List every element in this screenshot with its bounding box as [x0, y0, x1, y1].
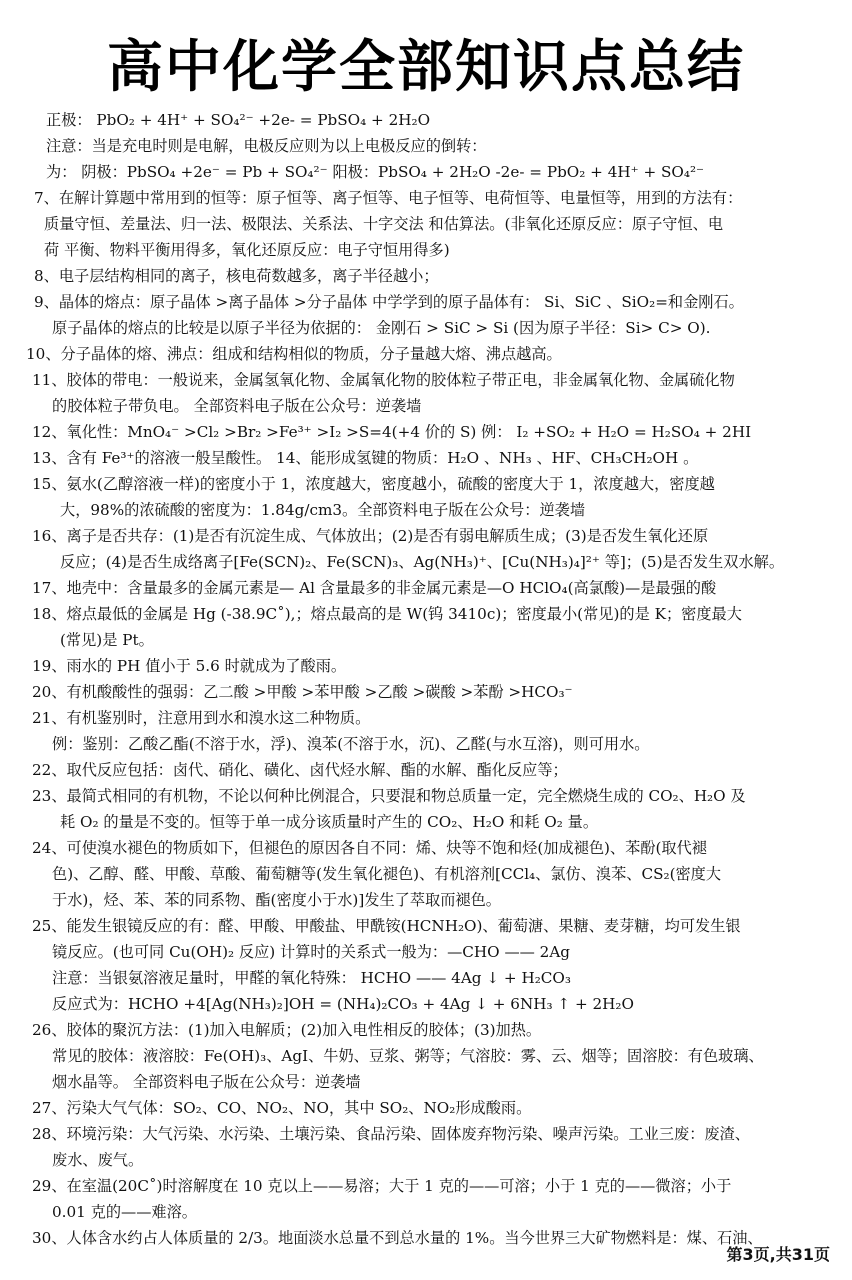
text-line: 注意：当银氨溶液足量时，甲醛的氧化特殊： HCHO —— 4Ag ↓ + H₂CO₃: [52, 969, 571, 987]
text-line: 13、含有 Fe³⁺的溶液一般呈酸性。 14、能形成氢键的物质：H₂O 、NH₃ 、HF、CH₃CH₂OH 。: [32, 449, 699, 467]
text-line: 18、熔点最低的金属是 Hg (-38.9C˚),；熔点最高的是 W(钨 3410c)；密度最小(常见)的是 K；密度最大: [32, 605, 742, 623]
text-line: 常见的胶体：液溶胶：Fe(OH)₃、AgI、牛奶、豆浆、粥等；气溶胶：雾、云、烟等；固溶胶：有色玻璃、: [52, 1047, 764, 1065]
text-line: (常见)是 Pt。: [60, 631, 154, 649]
text-line: 荷 平衡、物料平衡用得多，氧化还原反应：电子守恒用得多): [44, 241, 450, 259]
text-line: 7、在解计算题中常用到的恒等：原子恒等、离子恒等、电子恒等、电荷恒等、电量恒等，用到的方法有：: [34, 189, 743, 207]
page-number: 第3页,共31页: [726, 1245, 830, 1264]
text-line: 大，98%的浓硫酸的密度为：1.84g/cm3。全部资料电子版在公众号：逆袭墙: [60, 501, 586, 519]
text-line: 质量守恒、差量法、归一法、极限法、关系法、十字交法 和估算法。(非氧化还原反应：原子守恒、电: [44, 215, 724, 233]
text-line: 26、胶体的聚沉方法：(1)加入电解质；(2)加入电性相反的胶体；(3)加热。: [32, 1021, 542, 1039]
text-line: 8、电子层结构相同的离子，核电荷数越多，离子半径越小；: [34, 267, 439, 285]
text-line: 反应；(4)是否生成络离子[Fe(SCN)₂、Fe(SCN)₃、Ag(NH₃)⁺、[Cu(NH₃)₄]²⁺ 等]；(5)是否发生双水解。: [60, 553, 785, 571]
text-line: 17、地壳中：含量最多的金属元素是— Al 含量最多的非金属元素是—O HClO₄(高氯酸)—是最强的酸: [32, 579, 717, 597]
text-line: 耗 O₂ 的量是不变的。恒等于单一成分该质量时产生的 CO₂、H₂O 和耗 O₂ 量。: [60, 813, 599, 831]
text-line: 镜反应。(也可同 Cu(OH)₂ 反应) 计算时的关系式一般为：—CHO —— 2Ag: [52, 943, 571, 961]
text-line: 例：鉴别：乙酸乙酯(不溶于水，浮)、溴苯(不溶于水，沉)、乙醛(与水互溶)，则可用水。: [52, 735, 650, 753]
text-line: 21、有机鉴别时，注意用到水和溴水这二种物质。: [32, 709, 371, 727]
text-line: 24、可使溴水褪色的物质如下，但褪色的原因各自不同：烯、炔等不饱和烃(加成褪色)、苯酚(取代褪: [32, 839, 707, 857]
text-line: 20、有机酸酸性的强弱：乙二酸 >甲酸 >苯甲酸 >乙酸 >碳酸 >苯酚 >HCO₃⁻: [32, 683, 573, 701]
page-title: 高中化学全部知识点总结: [107, 35, 745, 100]
text-line: 25、能发生银镜反应的有：醛、甲酸、甲酸盐、甲酰铵(HCNH₂O)、葡萄溏、果糖、麦芽糖，均可发生银: [32, 917, 741, 935]
text-line: 烟水晶等。 全部资料电子版在公众号：逆袭墙: [52, 1073, 361, 1091]
text-line: 22、取代反应包括：卤代、硝化、磺化、卤代烃水解、酯的水解、酯化反应等；: [32, 761, 568, 779]
text-line: 16、离子是否共存：(1)是否有沉淀生成、气体放出；(2)是否有弱电解质生成；(3)是否发生氧化还原: [32, 527, 709, 545]
text-line: 为： 阴极：PbSO₄ +2e⁻ = Pb + SO₄²⁻ 阳极：PbSO₄ + 2H₂O -2e- = PbO₂ + 4H⁺ + SO₄²⁻: [46, 163, 705, 181]
text-line: 30、人体含水约占人体质量的 2/3。地面淡水总量不到总水量的 1%。当今世界三大矿物燃料是：煤、石油、: [32, 1229, 763, 1247]
text-line: 11、胶体的带电：一般说来，金属氢氧化物、金属氧化物的胶体粒子带正电，非金属氧化物、金属硫化物: [32, 371, 735, 389]
text-line: 9、晶体的熔点：原子晶体 >离子晶体 >分子晶体 中学学到的原子晶体有： Si、SiC 、SiO₂=和金刚石。: [34, 293, 744, 311]
text-line: 28、环境污染：大气污染、水污染、土壤污染、食品污染、固体废弃物污染、噪声污染。工业三废：废渣、: [32, 1125, 750, 1143]
text-line: 正极： PbO₂ + 4H⁺ + SO₄²⁻ +2e- = PbSO₄ + 2H₂O: [46, 111, 431, 129]
text-line: 的胶体粒子带负电。 全部资料电子版在公众号：逆袭墙: [52, 397, 422, 415]
text-line: 19、雨水的 PH 值小于 5.6 时就成为了酸雨。: [32, 657, 347, 675]
text-line: 23、最简式相同的有机物，不论以何种比例混合，只要混和物总质量一定，完全燃烧生成的 CO₂、H₂O 及: [32, 787, 746, 805]
text-line: 29、在室温(20C˚)时溶解度在 10 克以上——易溶；大于 1 克的——可溶；小于 1 克的——微溶；小于: [32, 1177, 732, 1195]
text-line: 于水)，烃、苯、苯的同系物、酯(密度小于水)]发生了萃取而褪色。: [52, 891, 501, 909]
text-line: 10、分子晶体的熔、沸点：组成和结构相似的物质，分子量越大熔、沸点越高。: [26, 345, 562, 363]
text-line: 27、污染大气气体：SO₂、CO、NO₂、NO，其中 SO₂、NO₂形成酸雨。: [32, 1099, 532, 1117]
text-line: 反应式为：HCHO +4[Ag(NH₃)₂]OH = (NH₄)₂CO₃ + 4Ag ↓ + 6NH₃ ↑ + 2H₂O: [52, 995, 634, 1013]
text-line: 15、氨水(乙醇溶液一样)的密度小于 1，浓度越大，密度越小，硫酸的密度大于 1，浓度越大，密度越: [32, 475, 715, 493]
text-line: 注意：当是充电时则是电解，电极反应则为以上电极反应的倒转：: [46, 137, 487, 155]
text-line: 12、氧化性：MnO₄⁻ >Cl₂ >Br₂ >Fe³⁺ >I₂ >S=4(+4 价的 S) 例： I₂ +SO₂ + H₂O = H₂SO₄ + 2HI: [32, 423, 752, 441]
text-line: 色)、乙醇、醛、甲酸、草酸、葡萄糖等(发生氧化褪色)、有机溶剂[CCl₄、氯仿、溴苯、CS₂(密度大: [52, 865, 722, 883]
text-line: 废水、废气。: [52, 1151, 144, 1169]
text-line: 0.01 克的——难溶。: [52, 1203, 197, 1221]
text-line: 原子晶体的熔点的比较是以原子半径为依据的： 金刚石 > SiC > Si (因为原子半径：Si> C> O).: [52, 319, 711, 337]
